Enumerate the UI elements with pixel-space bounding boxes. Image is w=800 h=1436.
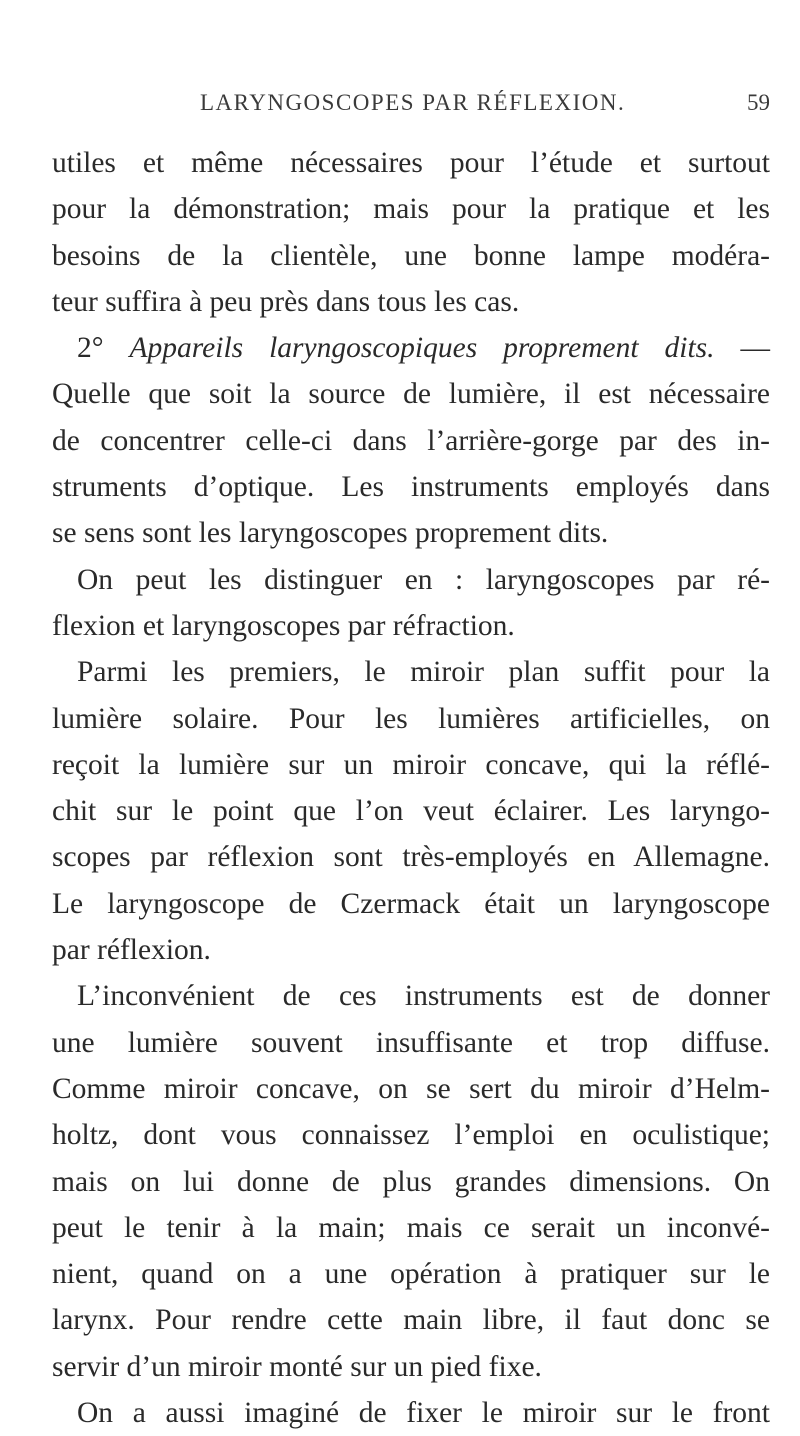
text-line: nient, quand on a une opération à pratiquer sur le bbox=[52, 1258, 770, 1291]
text-line: besoins de la clientèle, une bonne lampe modéra- bbox=[52, 239, 770, 272]
text-line: par réflexion. bbox=[52, 934, 211, 967]
text-line: chit sur le point que l’on veut éclairer. Les laryngo- bbox=[52, 795, 770, 828]
text-line: holtz, dont vous connaissez l’emploi en oculistique; bbox=[52, 1119, 770, 1152]
text-line: servir d’un miroir monté sur un pied fixe. bbox=[52, 1350, 542, 1383]
text-line: L’inconvénient de ces instruments est de donner bbox=[77, 980, 770, 1013]
text-line: peut le tenir à la main; mais ce serait un inconvé- bbox=[52, 1211, 770, 1244]
text-line: mais on lui donne de plus grandes dimensions. On bbox=[52, 1165, 770, 1198]
text-line: On peut les distinguer en : laryngoscopes par ré- bbox=[77, 563, 770, 596]
text-line: teur suffira à peu près dans tous les cas. bbox=[52, 285, 520, 318]
text-line: Parmi les premiers, le miroir plan suffit pour la bbox=[77, 656, 770, 689]
text-line: une lumière souvent insuffisante et trop diffuse. bbox=[52, 1026, 770, 1059]
section-heading: Appareils laryngoscopiques proprement dits. bbox=[129, 332, 715, 365]
running-head bbox=[52, 90, 770, 130]
text-line: de concentrer celle-ci dans l’arrière-gorge par des in- bbox=[52, 424, 770, 457]
text-line: Le laryngoscope de Czermack était un laryngoscope bbox=[52, 887, 770, 920]
text-line: pour la démonstration; mais pour la pratique et les bbox=[52, 193, 770, 226]
section-number: 2° bbox=[77, 332, 130, 365]
text-line: struments d’optique. Les instruments employés dans bbox=[52, 471, 770, 504]
text-line: lumière solaire. Pour les lumières artificielles, on bbox=[52, 702, 770, 735]
section-heading-line bbox=[52, 325, 770, 371]
body-text bbox=[52, 140, 770, 1436]
running-title: LARYNGOSCOPES PAR RÉFLEXION. bbox=[200, 90, 626, 115]
text-line: Quelle que soit la source de lumière, il est nécessaire bbox=[52, 378, 770, 411]
text-line: se sens sont les laryngoscopes proprement dits. bbox=[52, 517, 609, 550]
text-line: On a aussi imaginé de fixer le miroir sur le front bbox=[77, 1397, 770, 1430]
text-line: reçoit la lumière sur un miroir concave, qui la réflé- bbox=[52, 748, 770, 781]
text-line: utiles et même nécessaires pour l’étude et surtout bbox=[52, 147, 770, 179]
text-line: Comme miroir concave, on se sert du miroir d’Helm- bbox=[52, 1072, 770, 1105]
section-dash: — bbox=[714, 332, 770, 365]
text-line: flexion et laryngoscopes par réfraction. bbox=[52, 609, 515, 642]
page-number: 59 bbox=[747, 90, 770, 115]
text-line: larynx. Pour rendre cette main libre, il faut donc se bbox=[52, 1304, 770, 1337]
text-line: scopes par réflexion sont très-employés en Allemagne. bbox=[52, 841, 770, 874]
